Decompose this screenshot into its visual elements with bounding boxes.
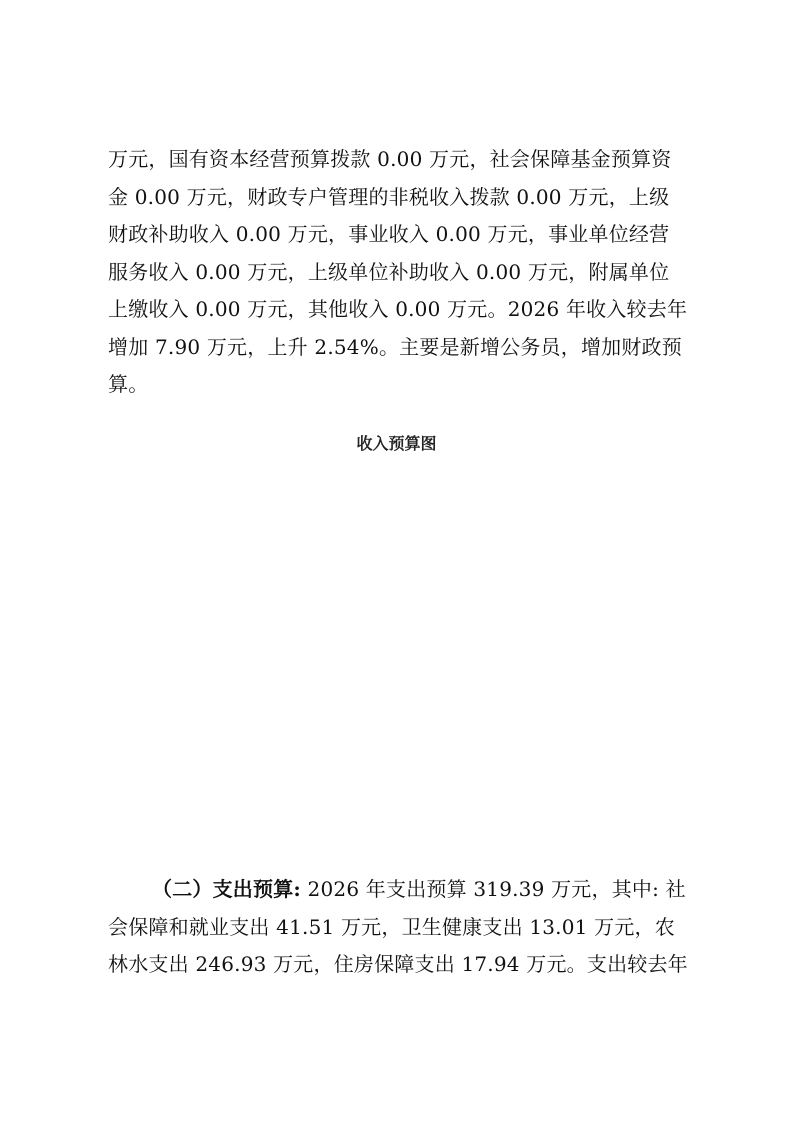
paragraph-line: 服务收入 0.00 万元，上级单位补助收入 0.00 万元，附属单位 xyxy=(108,259,670,284)
figure-blank-area xyxy=(108,470,692,850)
section-heading: （二）支出预算: xyxy=(152,877,301,901)
paragraph-line: 金 0.00 万元，财政专户管理的非税收入拨款 0.00 万元，上级 xyxy=(108,184,670,209)
paragraph-line-text: 2026 年支出预算 319.39 万元，其中: 社 xyxy=(300,877,686,901)
paragraph-line: 会保障和就业支出 41.51 万元，卫生健康支出 13.01 万元，农 xyxy=(108,914,675,939)
expenditure-budget-paragraph xyxy=(108,871,692,984)
paragraph-line: 上缴收入 0.00 万元，其他收入 0.00 万元。2026 年收入较去年 xyxy=(108,297,688,321)
paragraph-line: 算。 xyxy=(108,372,149,396)
income-budget-paragraph xyxy=(108,141,692,404)
paragraph-line: 财政补助收入 0.00 万元，事业收入 0.00 万元，事业单位经营 xyxy=(108,222,670,246)
figure-caption: 收入预算图 xyxy=(356,434,437,453)
paragraph-line: 万元，国有资本经营预算拨款 0.00 万元，社会保障基金预算资 xyxy=(108,147,672,171)
paragraph-line: 林水支出 246.93 万元，住房保障支出 17.94 万元。支出较去年 xyxy=(108,952,688,976)
paragraph-first-line xyxy=(108,871,692,909)
paragraph-line: 增加 7.90 万元，上升 2.54%。主要是新增公务员，增加财政预 xyxy=(108,334,682,359)
